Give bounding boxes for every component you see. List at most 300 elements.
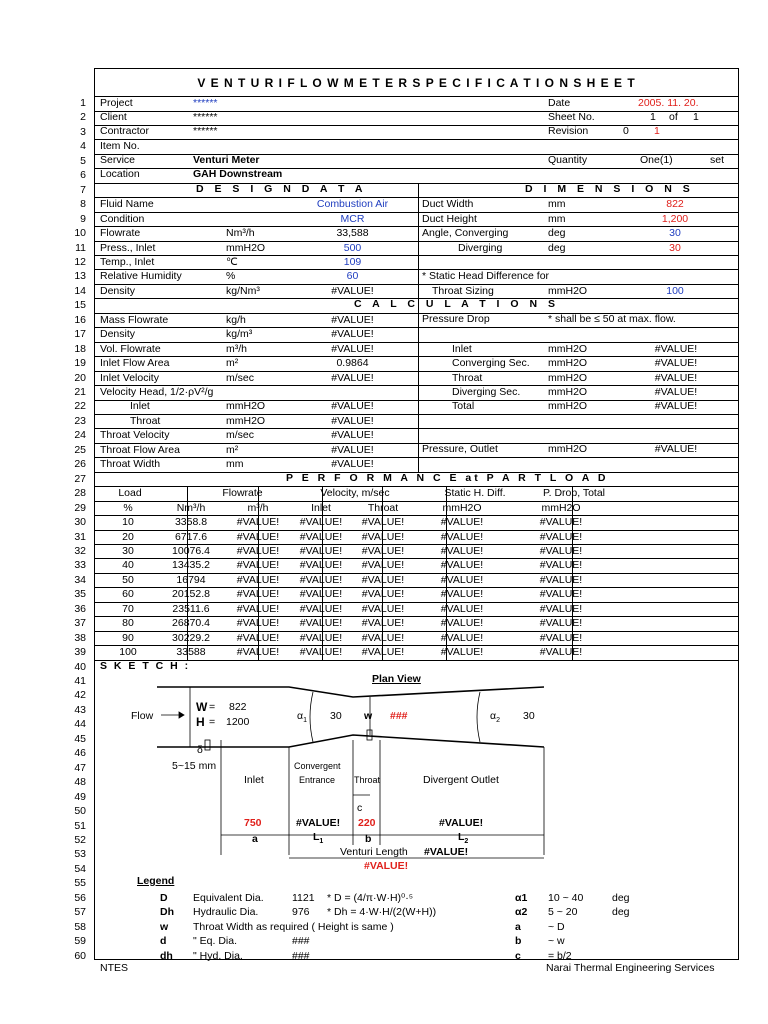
grid-hline <box>94 428 738 429</box>
pd-value: #VALUE! <box>654 371 698 384</box>
perf-cell: 33588 <box>176 646 206 659</box>
row-number: 40 <box>74 660 86 673</box>
perf-cell: 30 <box>122 544 134 557</box>
perf-header: Static H. Diff. <box>444 487 506 500</box>
row-number: 29 <box>74 501 86 514</box>
l2-label: $L_2$ <box>458 831 469 846</box>
legend-symbol-2: α1 <box>515 891 528 904</box>
date-value: 2005. 11. 20. <box>638 97 699 109</box>
row-number: 45 <box>74 732 86 745</box>
dimension-label: Throat Sizing <box>432 284 494 297</box>
perf-cell: #VALUE! <box>236 631 280 644</box>
row-number: 27 <box>74 472 86 485</box>
row-number: 3 <box>80 125 86 138</box>
pd-value: #VALUE! <box>654 386 698 398</box>
row-number: 34 <box>74 573 86 586</box>
contractor-label: Contractor <box>100 125 150 137</box>
alpha2-value: 30 <box>523 710 535 722</box>
perf-cell: 16794 <box>176 573 206 586</box>
perf-cell: #VALUE! <box>440 646 484 659</box>
dimension-unit: deg <box>548 241 566 254</box>
alpha2-arc <box>477 692 480 742</box>
row-number: 4 <box>80 140 86 153</box>
sheet-title: V E N T U R I F L O W M E T E R S P E C I F I C A T I O N S H E E T <box>197 76 636 90</box>
l1-label: $L_1$ <box>313 831 324 846</box>
perf-cell: #VALUE! <box>361 617 405 630</box>
outline-upper <box>157 687 544 697</box>
row-number: 20 <box>74 371 86 384</box>
perf-subheader: % <box>123 501 133 514</box>
pd-label: Throat <box>452 371 483 384</box>
row-number: 6 <box>80 169 86 182</box>
perf-cell: #VALUE! <box>539 530 583 543</box>
perf-cell: #VALUE! <box>236 530 280 543</box>
row-number: 18 <box>74 342 86 355</box>
legend-desc: Equivalent Dia. <box>193 891 264 904</box>
footer-left: NTES <box>100 962 129 974</box>
a-value: 750 <box>244 817 262 829</box>
design-unit: ℃ <box>226 255 238 268</box>
legend-unit-2: deg <box>612 906 630 919</box>
dimension-lines <box>161 687 544 858</box>
pd-unit: mmH2O <box>548 386 588 398</box>
perf-header: Load <box>118 487 142 500</box>
footer-right: Narai Thermal Engineering Services <box>546 962 715 974</box>
perf-cell: #VALUE! <box>361 588 405 601</box>
client-value: ****** <box>193 111 218 123</box>
location-value: GAH Downstream <box>193 168 283 180</box>
row-number: 39 <box>74 646 86 659</box>
perf-cell: #VALUE! <box>236 602 280 615</box>
calc-unit: mmH2O <box>226 414 266 427</box>
perf-cell: 90 <box>122 631 134 644</box>
perf-cell: 50 <box>122 573 134 586</box>
row-number: 59 <box>74 935 86 948</box>
perf-cell: 80 <box>122 617 134 630</box>
revision-label: Revision <box>548 125 589 137</box>
row-number: 56 <box>74 891 86 904</box>
legend-value-2: ~ w <box>548 935 565 948</box>
design-label: Relative Humidity <box>100 270 182 283</box>
row-number: 47 <box>74 761 86 774</box>
grid-hline <box>94 125 738 126</box>
throat-w-label: w <box>364 710 373 722</box>
row-number: 43 <box>74 703 86 716</box>
perf-cell: 70 <box>122 602 134 615</box>
perf-cell: #VALUE! <box>361 573 405 586</box>
legend-value-2: ~ D <box>548 920 565 933</box>
service-value: Venturi Meter <box>193 154 260 166</box>
location-label: Location <box>100 168 140 180</box>
perf-cell: #VALUE! <box>361 559 405 572</box>
calc-label: Throat <box>130 414 161 427</box>
calc-label: Velocity Head, 1/2·ρV²/g <box>100 386 214 398</box>
row-number: 41 <box>74 675 86 687</box>
dimension-unit: mm <box>548 212 566 225</box>
tap-inlet <box>205 740 210 750</box>
pressure-drop-note: * shall be ≤ 50 at max. flow. <box>548 313 676 325</box>
perf-cell: #VALUE! <box>440 559 484 572</box>
calc-unit: kg/m³ <box>226 328 253 341</box>
convergent-label-1: Convergent <box>294 761 341 771</box>
legend-value-2: 10 ~ 40 <box>548 891 584 904</box>
row-number: 14 <box>74 284 86 297</box>
flow-label: Flow <box>131 710 154 722</box>
dimension-label: Duct Height <box>422 212 477 225</box>
row-number: 54 <box>74 862 86 875</box>
grid-hline <box>94 139 738 140</box>
perf-cell: 20 <box>122 530 134 543</box>
design-value: Combustion Air <box>316 198 389 211</box>
c-label: c <box>357 802 363 814</box>
perf-cell: 3358.8 <box>174 516 208 529</box>
design-value: #VALUE! <box>331 284 374 297</box>
row-number: 28 <box>74 487 86 500</box>
b-label: b <box>365 833 372 845</box>
calc-unit: mmH2O <box>226 400 266 413</box>
calc-value: #VALUE! <box>331 443 374 456</box>
calc-value: 0.9864 <box>336 357 369 370</box>
perf-cell: #VALUE! <box>539 573 583 586</box>
row-number: 16 <box>74 313 86 326</box>
pd-label: Inlet <box>452 342 472 355</box>
divergent-label: Divergent Outlet <box>423 774 499 786</box>
perf-cell: #VALUE! <box>236 588 280 601</box>
plan-view-label: Plan View <box>372 673 421 685</box>
venturi-length-label: Venturi Length <box>340 846 408 858</box>
perf-cell: #VALUE! <box>539 646 583 659</box>
row-number: 55 <box>74 877 86 890</box>
perf-cell: #VALUE! <box>236 559 280 572</box>
quantity-value: One(1) <box>640 154 673 166</box>
perf-header: P. Drop, Total <box>542 487 606 500</box>
row-number: 24 <box>74 429 86 442</box>
b-value: 220 <box>358 817 376 829</box>
outlet-label: Pressure, Outlet <box>422 443 498 455</box>
perf-cell: #VALUE! <box>539 559 583 572</box>
perf-cell: #VALUE! <box>440 588 484 601</box>
perf-cell: 20152.8 <box>172 588 210 601</box>
legend-symbol: w <box>160 920 169 933</box>
inlet-label: Inlet <box>244 774 264 786</box>
legend-symbol-2: α2 <box>515 906 528 919</box>
calc-unit: kg/h <box>226 313 246 326</box>
row-number: 7 <box>80 183 86 196</box>
calc-unit: m/sec <box>226 429 255 442</box>
grid-hline <box>94 269 738 270</box>
outlet-value: #VALUE! <box>654 443 698 455</box>
row-number: 42 <box>74 689 86 702</box>
perf-header: Flowrate <box>222 487 263 500</box>
grid-hline <box>94 255 738 256</box>
perf-cell: #VALUE! <box>299 559 343 572</box>
perf-cell: #VALUE! <box>236 516 280 529</box>
calc-label: Inlet <box>130 400 150 413</box>
legend-desc: " Eq. Dia. <box>193 935 237 948</box>
calc-label: Density <box>100 328 136 341</box>
calc-value: #VALUE! <box>331 342 374 355</box>
design-value: MCR <box>340 212 365 225</box>
legend-value-2: 5 ~ 20 <box>548 906 578 919</box>
pd-value: #VALUE! <box>654 357 698 370</box>
perf-cell: #VALUE! <box>299 588 343 601</box>
perf-cell: #VALUE! <box>440 573 484 586</box>
calc-label: Throat Flow Area <box>100 443 180 456</box>
gap-label: 5~15 mm <box>172 760 217 772</box>
pd-unit: mmH2O <box>548 342 588 355</box>
legend-heading: Legend <box>137 875 175 887</box>
quantity-label: Quantity <box>548 154 588 166</box>
dimension-value: 30 <box>669 227 681 240</box>
alpha1-label: $\alpha_1$ <box>297 710 307 725</box>
calc-unit: m² <box>226 443 239 456</box>
grid-hline <box>94 327 738 328</box>
calc-unit: m/sec <box>226 371 255 384</box>
legend-value: ### <box>292 935 310 948</box>
row-number: 23 <box>74 414 86 427</box>
legend-value-2: = b/2 <box>548 949 572 962</box>
project-value: ****** <box>193 97 218 109</box>
calc-value: #VALUE! <box>331 328 374 341</box>
row-number: 35 <box>74 588 86 601</box>
perf-cell: #VALUE! <box>361 646 405 659</box>
perf-cell: #VALUE! <box>299 631 343 644</box>
row-number: 19 <box>74 357 86 370</box>
perf-cell: 30229.2 <box>172 631 210 644</box>
calc-value: #VALUE! <box>331 400 374 413</box>
dimension-value: 30 <box>669 241 681 254</box>
pd-label: Converging Sec. <box>452 357 530 370</box>
design-unit: % <box>226 270 236 283</box>
calc-unit: m² <box>226 357 239 370</box>
delta-label: δ <box>197 744 203 756</box>
calculations-heading: C A L C U L A T I O N S <box>354 298 559 310</box>
pd-value: #VALUE! <box>654 342 698 355</box>
grid-vline <box>418 313 419 328</box>
calc-label: Throat Velocity <box>100 429 170 442</box>
row-number: 15 <box>74 299 86 312</box>
design-label: Fluid Name <box>100 198 154 211</box>
perf-cell: #VALUE! <box>539 631 583 644</box>
row-number: 21 <box>74 386 86 398</box>
perf-cell: #VALUE! <box>361 602 405 615</box>
row-number: 57 <box>74 906 86 919</box>
legend-value: 1121 <box>292 891 315 904</box>
revision-a: 0 <box>623 125 629 137</box>
client-label: Client <box>100 111 127 123</box>
legend-symbol: dh <box>160 949 173 962</box>
design-label: Press., Inlet <box>100 241 156 254</box>
row-number: 46 <box>74 747 86 760</box>
w-label: W <box>196 700 208 714</box>
perf-cell: #VALUE! <box>361 631 405 644</box>
dimension-value: 822 <box>666 198 684 211</box>
legend-symbol: d <box>160 935 167 948</box>
sheet-of-value: 1 <box>693 111 699 123</box>
row-number: 13 <box>74 270 86 283</box>
perf-cell: #VALUE! <box>299 646 343 659</box>
row-number: 51 <box>74 819 86 832</box>
date-label: Date <box>548 97 571 109</box>
design-unit: kg/Nm³ <box>226 284 260 297</box>
perf-cell: 13435.2 <box>172 559 210 572</box>
perf-cell: #VALUE! <box>539 602 583 615</box>
h-value: 1200 <box>226 716 250 728</box>
legend-desc: Throat Width as required ( Height is same ) <box>193 920 394 933</box>
perf-cell: #VALUE! <box>299 516 343 529</box>
calc-label: Inlet Velocity <box>100 371 159 384</box>
frame-right <box>738 68 739 960</box>
contractor-value: ****** <box>193 125 218 137</box>
calc-value: #VALUE! <box>331 414 374 427</box>
alpha1-arc <box>310 692 313 742</box>
pd-unit: mmH2O <box>548 357 588 370</box>
perf-cell: #VALUE! <box>440 631 484 644</box>
legend-symbol: D <box>160 891 168 904</box>
h-label: H <box>196 715 205 729</box>
dimension-unit: mm <box>548 198 566 211</box>
perf-cell: 60 <box>122 588 134 601</box>
design-label: Flowrate <box>100 227 141 240</box>
legend-formula: * Dh = 4·W·H/(2(W+H)) <box>327 906 437 919</box>
row-number: 60 <box>74 949 86 962</box>
perf-cell: #VALUE! <box>539 617 583 630</box>
alpha1-value: 30 <box>330 710 342 722</box>
legend-desc: " Hyd. Dia. <box>193 949 243 962</box>
row-number: 36 <box>74 602 86 615</box>
perf-cell: #VALUE! <box>236 617 280 630</box>
grid-hline <box>94 457 738 458</box>
perf-cell: #VALUE! <box>440 617 484 630</box>
calc-unit: m³/h <box>226 342 247 355</box>
perf-subheader: mmH2O <box>442 501 482 514</box>
performance-heading: P E R F O R M A N C E at P A R T L O A D <box>286 472 609 484</box>
project-label: Project <box>100 97 133 109</box>
row-number: 17 <box>74 328 86 341</box>
legend-symbol: Dh <box>160 906 174 919</box>
l1-value: #VALUE! <box>296 817 341 829</box>
venturi-length-value: #VALUE! <box>424 846 469 858</box>
row-number: 49 <box>74 790 86 803</box>
calc-label: Vol. Flowrate <box>100 342 161 355</box>
perf-cell: #VALUE! <box>440 530 484 543</box>
row-number: 37 <box>74 617 86 630</box>
row-number: 25 <box>74 443 86 456</box>
alpha2-label: $\alpha_2$ <box>490 710 500 725</box>
row-number: 30 <box>74 516 86 529</box>
perf-cell: #VALUE! <box>361 544 405 557</box>
grid-hline <box>94 660 738 661</box>
pd-value: #VALUE! <box>654 400 698 413</box>
flow-arrowhead <box>179 712 184 718</box>
dimensions-heading: D I M E N S I O N S <box>525 183 694 195</box>
pressure-drop-label: Pressure Drop <box>422 313 490 325</box>
row-number: 31 <box>74 530 86 543</box>
service-label: Service <box>100 154 136 166</box>
row-number: 22 <box>74 400 86 413</box>
sheet-no-value: 1 <box>650 111 656 123</box>
row-number: 53 <box>74 848 86 861</box>
a-label: a <box>252 833 258 845</box>
tap-throat <box>367 730 372 740</box>
outlet-unit: mmH2O <box>548 443 588 455</box>
perf-cell: 6717.6 <box>174 530 208 543</box>
perf-cell: #VALUE! <box>539 516 583 529</box>
legend-symbol-2: a <box>515 920 521 933</box>
convergent-label-2: Entrance <box>299 775 336 785</box>
row-number: 50 <box>74 805 86 818</box>
row-number: 58 <box>74 920 86 933</box>
row-number: 5 <box>80 154 86 167</box>
design-label: Density <box>100 284 136 297</box>
row-number: 52 <box>74 833 86 846</box>
perf-cell: #VALUE! <box>440 544 484 557</box>
sheet-of-label: of <box>669 111 678 123</box>
row-number: 26 <box>74 458 86 471</box>
venturi-total: #VALUE! <box>364 860 409 872</box>
dimension-value: 100 <box>666 284 684 297</box>
perf-subheader: Throat <box>367 501 399 514</box>
pd-unit: mmH2O <box>548 371 588 384</box>
sheet-no-label: Sheet No. <box>548 111 595 123</box>
design-label: Condition <box>100 212 145 225</box>
perf-cell: #VALUE! <box>299 573 343 586</box>
legend-formula: * D = (4/π·W·H)⁰·⁵ <box>327 891 414 904</box>
perf-cell: 40 <box>122 559 134 572</box>
legend-value: ### <box>292 949 310 962</box>
perf-cell: #VALUE! <box>299 617 343 630</box>
perf-cell: 26870.4 <box>172 617 210 630</box>
row-number: 12 <box>74 255 86 268</box>
row-number: 1 <box>80 97 86 109</box>
calc-unit: mm <box>226 458 244 471</box>
perf-subheader: Inlet <box>311 501 331 514</box>
design-value: 109 <box>343 255 362 268</box>
design-value: 33,588 <box>336 227 369 240</box>
perf-cell: #VALUE! <box>299 530 343 543</box>
design-value: 500 <box>343 241 362 254</box>
row-number: 44 <box>74 718 86 731</box>
dimension-unit: deg <box>548 227 566 240</box>
calc-label: Mass Flowrate <box>100 313 169 326</box>
perf-subheader: mmH2O <box>541 501 581 514</box>
item-label: Item No. <box>100 140 140 152</box>
row-number: 32 <box>74 544 86 557</box>
throat-w-value: ### <box>390 710 408 722</box>
throat-label: Throat <box>354 775 381 785</box>
perf-cell: 10076.4 <box>172 544 210 557</box>
perf-cell: 23511.6 <box>172 602 210 615</box>
perf-cell: #VALUE! <box>299 544 343 557</box>
design-value: 60 <box>346 270 359 283</box>
row-number: 8 <box>80 198 86 211</box>
perf-subheader: Nm³/h <box>176 501 206 514</box>
row-number: 2 <box>80 111 86 124</box>
calc-value: #VALUE! <box>331 313 374 326</box>
dimension-label: * Static Head Difference for <box>422 270 550 283</box>
perf-cell: 100 <box>119 646 137 659</box>
grid-hline <box>94 168 738 169</box>
legend-desc: Hydraulic Dia. <box>193 906 259 919</box>
perf-cell: #VALUE! <box>236 544 280 557</box>
outline-lower <box>157 735 544 747</box>
frame-bottom <box>94 959 739 960</box>
perf-cell: #VALUE! <box>361 516 405 529</box>
perf-cell: #VALUE! <box>440 602 484 615</box>
row-number: 38 <box>74 631 86 644</box>
legend-symbol-2: c <box>515 949 521 962</box>
pd-unit: mmH2O <box>548 400 588 413</box>
